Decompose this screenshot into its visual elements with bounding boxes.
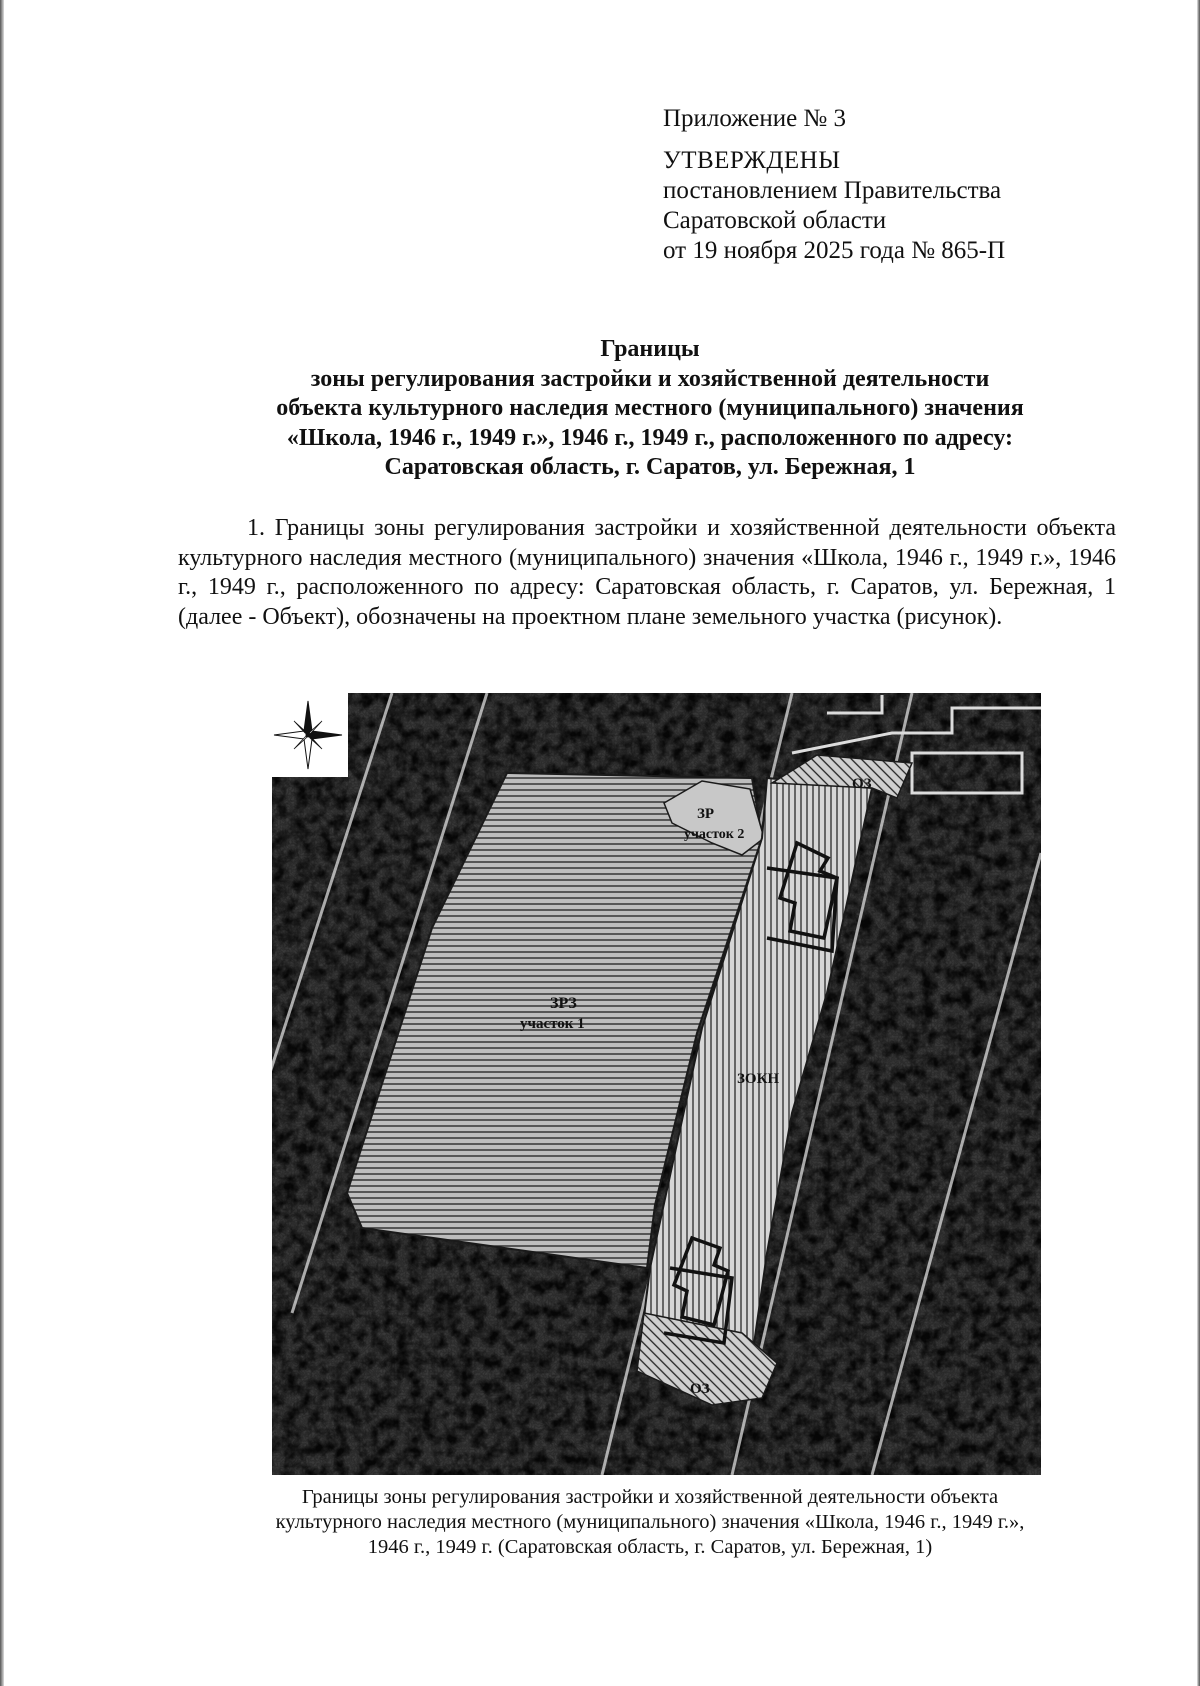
label-zone-center: ЗРЗ bbox=[550, 995, 577, 1012]
label-zone-right: ЗОКН bbox=[737, 1071, 780, 1087]
caption-line-2: культурного наследия местного (муниципального) значения «Школа, 1946 г., 1949 г.», bbox=[275, 1511, 1025, 1533]
paragraph-1: 1. Границы зоны регулирования застройки и хозяйственной деятельности объекта культурного наследия местного (муниципального) значения «Школа, 1946 г., 1949 г.», 1946 г., 1949 г., расположенного по адресу: Саратовская область, г. Саратов, ул. Бережная, 1 (далее - Объект), обозначены на проектном плане земельного участка (рисунок). bbox=[178, 515, 1116, 630]
approved-line-2: постановлением Правительства bbox=[663, 177, 1002, 204]
title-line-3: объекта культурного наследия местного (муниципального) значения bbox=[276, 395, 1024, 421]
map-figure bbox=[272, 693, 1041, 1475]
document-title bbox=[150, 335, 1150, 483]
caption-line-1: Границы зоны регулирования застройки и хозяйственной деятельности объекта bbox=[301, 1486, 999, 1508]
title-line-2: зоны регулирования застройки и хозяйственной деятельности bbox=[310, 365, 990, 392]
label-plot-1: участок 1 bbox=[520, 1016, 585, 1032]
label-zone-top-right: ОЗ bbox=[852, 776, 872, 792]
scan-edge-left bbox=[0, 0, 4, 1686]
label-zone-top: ЗР bbox=[697, 806, 715, 822]
title-line-5: Саратовская область, г. Саратов, ул. Бережная, 1 bbox=[384, 454, 916, 480]
figure-caption bbox=[180, 1485, 1120, 1560]
title-line-1: Границы bbox=[600, 336, 700, 362]
caption-line-3: 1946 г., 1949 г. (Саратовская область, г. Саратов, ул. Бережная, 1) bbox=[367, 1536, 933, 1558]
map-image bbox=[272, 693, 1041, 1475]
label-plot-2: участок 2 bbox=[684, 827, 745, 842]
approved-line-4: от 19 ноября 2025 года № 865-П bbox=[663, 237, 1006, 264]
appendix-number: Приложение № 3 bbox=[663, 105, 847, 132]
approved-line-1: УТВЕРЖДЕНЫ bbox=[663, 147, 841, 174]
title-line-4: «Школа, 1946 г., 1949 г.», 1946 г., 1949 г., расположенного по адресу: bbox=[286, 424, 1014, 451]
appendix-header bbox=[663, 104, 1083, 266]
label-zone-bottom: ОЗ bbox=[690, 1381, 710, 1397]
approved-line-3: Саратовской области bbox=[663, 207, 887, 234]
compass-rose-icon bbox=[272, 693, 348, 777]
